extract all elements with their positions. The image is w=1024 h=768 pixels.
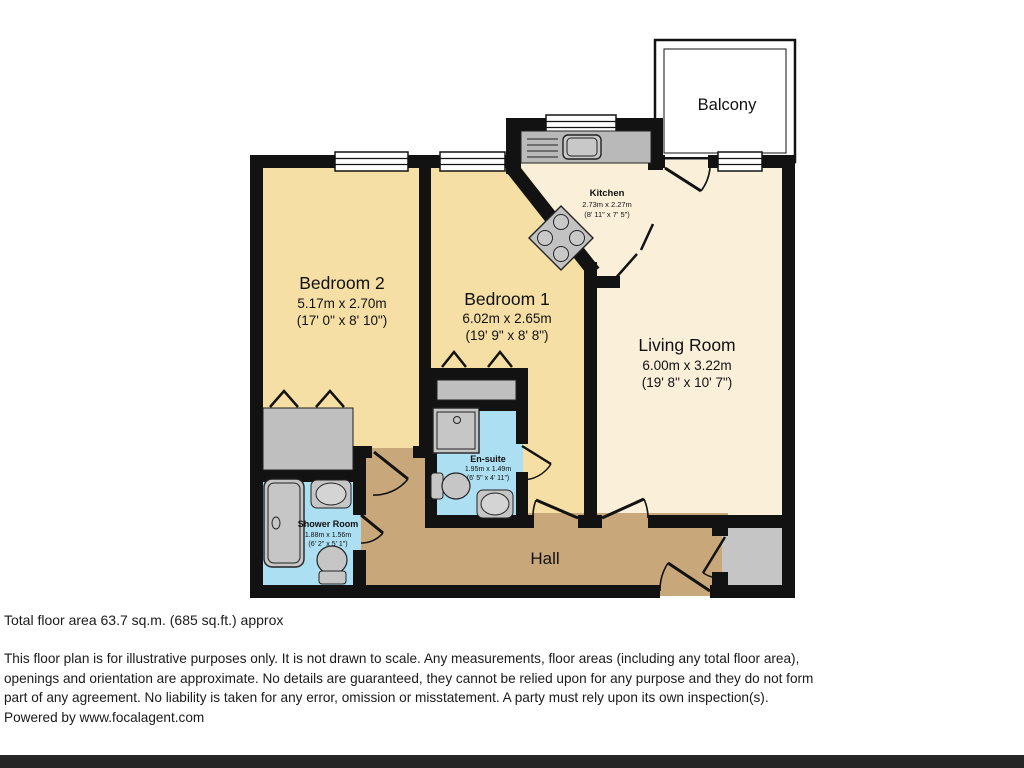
balcony-threshold	[663, 157, 710, 160]
wall	[425, 368, 528, 380]
toilet	[317, 546, 347, 574]
wall	[712, 572, 728, 592]
bedroom2-dims-imperial: (17' 0" x 8' 10")	[296, 313, 388, 328]
window	[335, 152, 408, 171]
hall-label: Hall	[530, 549, 560, 568]
basin	[316, 483, 346, 505]
wardrobe	[437, 380, 516, 400]
ensuite-dims-metric: 1.95m x 1.49m	[464, 466, 512, 473]
ensuite-dims-imperial: (6' 5" x 4' 11")	[466, 475, 510, 482]
bedroom2-label: Bedroom 2	[299, 273, 385, 293]
bedroom1-dims-imperial: (19' 9" x 8' 8")	[465, 328, 549, 343]
wardrobe	[263, 408, 353, 470]
kitchen-dims-imperial: (8' 11" x 7' 5")	[584, 210, 630, 219]
wall	[250, 155, 263, 598]
bottom-black-bar	[0, 755, 1024, 768]
disclaimer-line: part of any agreement. No liability is taken for any error, omission or misstatement. A party must rely upon its own inspection(s).	[4, 690, 769, 705]
bedroom1-label: Bedroom 1	[464, 289, 550, 309]
wall	[584, 262, 597, 522]
shower-room-dims-metric: 1.88m x 1.56m	[304, 532, 352, 539]
shower-room-label: Shower Room	[297, 519, 359, 529]
ensuite-label: En-suite	[470, 454, 506, 464]
wall	[353, 550, 366, 592]
disclaimer-line: This floor plan is for illustrative purposes only. It is not drawn to scale. Any measurements, floor areas (including any total floor area),	[4, 651, 800, 666]
shower-drain	[454, 417, 461, 424]
living-room-dims-metric: 6.00m x 3.22m	[642, 358, 732, 373]
toilet-cistern	[431, 473, 443, 499]
wall	[250, 585, 660, 598]
powered-by-text: Powered by www.focalagent.com	[4, 709, 205, 725]
shower-tray	[433, 408, 479, 453]
window	[440, 152, 505, 171]
disclaimer-line: openings and orientation are approximate. No details are guaranteed, they cannot be relied upon for any purpose and they do not form	[4, 670, 814, 686]
kitchen-dims-metric: 2.73m x 2.27m	[582, 200, 632, 209]
kitchen-label: Kitchen	[589, 188, 625, 199]
balcony-label: Balcony	[697, 96, 757, 114]
hall-arm-floor	[360, 448, 432, 516]
wall	[712, 522, 728, 536]
hall-cupboard	[722, 520, 786, 590]
wall	[760, 155, 782, 168]
toilet-cistern	[319, 571, 346, 584]
wall	[782, 155, 795, 598]
living-room-label: Living Room	[638, 335, 736, 355]
living-room-dims-imperial: (19' 8" x 10' 7")	[641, 375, 733, 390]
bedroom1-dims-metric: 6.02m x 2.65m	[462, 311, 552, 326]
bedroom2-dims-metric: 5.17m x 2.70m	[297, 296, 387, 311]
disclaimer	[4, 649, 813, 727]
shower-room-dims-imperial: (6' 2" x 5' 1")	[308, 541, 348, 548]
basin	[481, 493, 509, 515]
total-floor-area-text: Total floor area 63.7 sq.m. (685 sq.ft.) approx	[4, 612, 284, 628]
window	[718, 152, 762, 171]
